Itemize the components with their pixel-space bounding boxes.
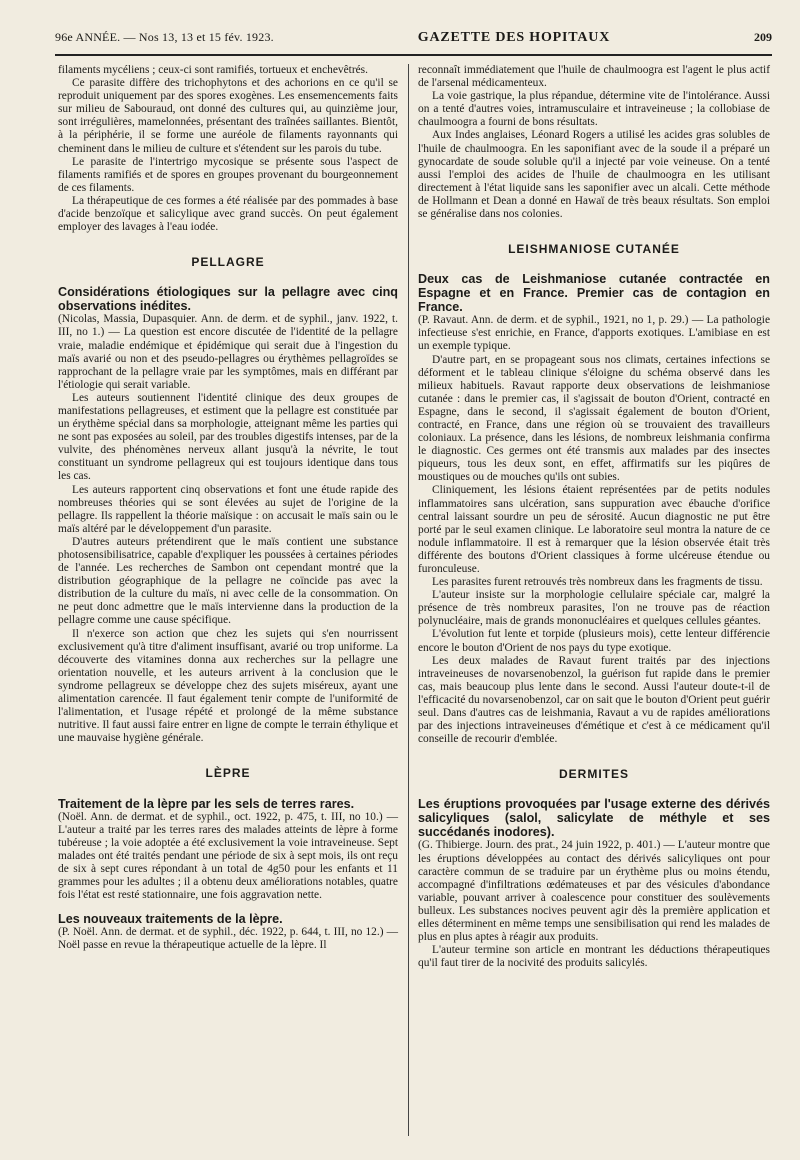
paragraph: Il n'exerce son action que chez les sujets qui s'en nourrissent exclusivement qu'à titre d'aliment insuffisant, avarié ou trop uniforme. La découverte des vitamines donna aux recherches sur la pellagre une orientation nouvelle, et les auteurs arrivent à la conclusion que le syndrome pellagreux se développe chez des sujets miséreux, ayant une alimentation carencée. Il faut également tenir compte de l'uniformité de l'alimentation, et l'usage répété et prolongé de la même substance nutritive. Il faut aussi faire entrer en ligne de compte le terrain éthylique et une mauvaise hygiène générale. — [58, 627, 398, 745]
paragraph: Ce parasite diffère des trichophytons et des achorions en ce qu'il se reproduit uniquement par des spores exogènes. Les ensemencements faits sur milieu de Sabouraud, ont donné des cultures qui, au quinzième jour, sont irrégulières, mamelonnées, présentant des traînées saillantes. Bientôt, à la périphérie, il se forme une auréole de filaments rayonnants qui cheminent dans le milieu de culture et s'étendent sur les parois du tube. — [58, 77, 398, 155]
paragraph: La voie gastrique, la plus répandue, détermine vite de l'intolérance. Aussi on a tenté d'autres voies, intramusculaire et intraveineuse ; la collobiase de chaulmoogra a fourni de bons résultats. — [418, 90, 770, 129]
article-title: Considérations étiologiques sur la pellagre avec cinq observations inédites. — [58, 285, 398, 314]
section-heading-dermites: DERMITES — [558, 767, 629, 782]
issue-info: 96e ANNÉE. — Nos 13, 13 et 15 fév. 1923. — [55, 30, 274, 44]
paragraph: Aux Indes anglaises, Léonard Rogers a utilisé les acides gras solubles de l'huile de chaulmoogra. En les saponifiant avec de la soude il a préparé un gynocardate de soude soluble qu'il a injecté par voie veineuse. On a tenté aussi l'emploi des acides de l'huile de chaulmoogra en les utilisant directement à l'état liquide sans les saponifier avec un alcali. Cette méthode de Hollmann et Dean a donné en Hawaï de très beaux résultats. Son emploi se généralise dans nos colonies. — [418, 129, 770, 221]
article-reference: (Nicolas, Massia, Dupasquier. Ann. de derm. et de syphil., janv. 1922, t. III, no 1.) — La question est encore discutée de l'identité de la pellagre vraie, maladie endémique et épidémique qui serait due à l'ingestion du maïs avarié ou non et des pseudo-pellagres ou érythèmes pellagroïdes se rapprochant de la pellagre vraie par les symptômes, mais en différant par l'étiologie qui serait variable. — [58, 313, 398, 391]
paragraph: Le parasite de l'intertrigo mycosique se présente sous l'aspect de filaments ramifiés et de spores en groupes provenant du bourgeonnement de ces filaments. — [58, 155, 398, 194]
page-header — [55, 30, 772, 50]
article-title: Les nouveaux traitements de la lèpre. — [58, 912, 283, 927]
paragraph: L'évolution fut lente et torpide (plusieurs mois), cette lenteur différencie encore le bouton d'Orient de nos pays du type exotique. — [418, 628, 770, 654]
journal-title: GAZETTE DES HOPITAUX — [417, 30, 611, 45]
article-title: Deux cas de Leishmaniose cutanée contractée en Espagne et en France. Premier cas de contagion en France. — [418, 272, 770, 315]
paragraph: La thérapeutique de ces formes a été réalisée par des pommades à base d'acide benzoïque et salicylique avec grand succès. On peut également employer des lavages à l'eau iodée. — [58, 194, 398, 234]
paragraph: Les auteurs rapportent cinq observations et font une étude rapide des nombreuses théories qui se sont élevées au sujet de l'origine de la pellagre. Ils rappellent la théorie maïsique : on accusait le maïs sain ou le maïs altéré par le développement d'un parasite. — [58, 483, 398, 535]
paragraph: reconnaît immédiatement que l'huile de chaulmoogra est l'agent le plus actif de l'arsenal médicamenteux. — [418, 64, 770, 90]
article-reference: (P. Noël. Ann. de dermat. et de syphil., déc. 1922, p. 644, t. III, no 12.) — Noël passe en revue la thérapeutique actuelle de la lèpre. Il — [58, 926, 398, 952]
paragraph: L'auteur insiste sur la morphologie cellulaire spéciale car, malgré la présence de très nombreux parasites, l'on ne trouve pas de réaction polynucléaire, mais de grands mononucléaires et quelques cellules géantes. — [418, 589, 770, 628]
paragraph: Les deux malades de Ravaut furent traités par des injections intraveineuses de novarsenobenzol, la guérison fut rapide dans le premier cas, mais beaucoup plus lente dans le second. Aussi l'auteur doute-t-il de l'efficacité du novarsenobenzol, car on sait que le bouton d'Orient peut guérir seul. Dans d'autres cas de leishmania, Ravaut a vu de rapides améliorations par des injections intraveineuses d'émétique et c'est à ce médicament qu'il conseille de recourir d'emblée. — [418, 654, 770, 746]
paragraph: L'auteur termine son article en montrant les déductions thérapeutiques qu'il faut tirer de la nocivité des produits salicylés. — [418, 944, 770, 970]
page-number: 209 — [754, 30, 772, 44]
paragraph: filaments mycéliens ; ceux-ci sont ramifiés, tortueux et enchevêtrés. — [58, 64, 368, 76]
article-reference: (G. Thibierge. Journ. des prat., 24 juin 1922, p. 401.) — L'auteur montre que les éruptions développées au contact des dérivés salicyliques ont pour caractère commun de se traduire par un érythème plus ou moins étendu, accompagné d'infiltrations œdémateuses et par des vésicules d'abondance variable, pouvant arriver à coalescence pour constituer des soulèvements bulleux. Les substances nocives peuvent agir dès la première application et elles déterminent en même temps une sensibilisation qui rend les malades de plus en plus aptes à réagir aux produits. — [418, 839, 770, 944]
paragraph: D'autres auteurs prétendirent que le maïs contient une substance photosensibilisatrice, capable d'expliquer les poussées à certaines périodes de l'année. Les recherches de Sambon ont cependant montré que la distribution géographique de la pellagre ne coïncide pas avec la distribution de la culture du maïs, ni avec celle de la consommation. On ne peut donc admettre que le maïs intervienne dans la production de la pellagre comme une cause spécifique. — [58, 535, 398, 627]
section-heading-pellagre: PELLAGRE — [191, 255, 265, 270]
section-heading-lepre: LÈPRE — [205, 766, 251, 781]
paragraph: Les auteurs soutiennent l'identité clinique des deux groupes de manifestations pellagreuses, et estiment que la pellagre est constituée par un érythème spécial dans sa morphologie, atteignant même les parties qui ne sont pas exposées au soleil, par des troubles digestifs intenses, par de la vulvite, des phénomènes nerveux allant jusqu'à la névrite, le tout constituant un syndrome pellagreux qui est toujours identique dans tous les cas. — [58, 391, 398, 483]
section-heading-leishmaniose: LEISHMANIOSE CUTANÉE — [508, 242, 680, 257]
column-divider — [408, 64, 409, 1136]
paragraph: Cliniquement, les lésions étaient représentées par de petits nodules inflammatoires sans ulcération, sans suppuration avec ébauche d'orifice central laissant sourdre un peu de sérosité. Aucun diagnostic ne put être porté par le seul examen clinique. Le laboratoire seul montra la nature de ce nodule inflammatoire. Il est à remarquer que la lésion observée était très différente des boutons d'Orient classiques à forme ulcéreuse étendue ou furonculeuse. — [418, 484, 770, 575]
left-column — [58, 64, 398, 952]
article-reference: (Noël. Ann. de dermat. et de syphil., oct. 1922, p. 475, t. III, no 10.) — L'auteur a traité par les terres rares des malades atteints de lèpre à forme tubéreuse ; la voie adoptée a été exclusivement la voie intraveineuse. Sept malades ont été traités pendant une période de six à sept mois, ils ont reçu de six à sept cures répondant à un total de 4g50 pour les enfants et 11 grammes pour les adultes ; il a obtenu deux améliorations notables, quatre fois l'état est resté stationnaire, une fois aggravation nette. — [58, 810, 398, 902]
article-title: Les éruptions provoquées par l'usage externe des dérivés salicyliques (salol, salicylate de méthyle et ses succédanés inodores). — [418, 797, 770, 840]
right-column — [418, 64, 770, 970]
spacer — [58, 902, 398, 912]
header-rule — [55, 54, 772, 56]
article-title: Traitement de la lèpre par les sels de terres rares. — [58, 796, 355, 811]
paragraph: D'autre part, en se propageant sous nos climats, certaines infections se déforment et le tableau clinique s'éloigne du schéma observé dans les milieux habituels. Ravaut rapporte deux observations de leishmaniose cutanée : dans le premier cas, il s'agissait de bouton d'Orient, contracté en Espagne, dans le second, il s'agissait également de bouton d'Orient, contracté, en France, dans une région où se trouvaient des travailleurs coloniaux. La présence, dans les lésions, de nombreux leishmania confirma le diagnostic. Ces germes ont été transmis aux malades par des insectes piqueurs, tous les deux sont, en effet, affirmatifs sur les piqûres de moustiques ou de mouches qu'ils ont subies. — [418, 353, 770, 484]
article-reference: (P. Ravaut. Ann. de derm. et de syphil., 1921, no 1, p. 29.) — La pathologie infectieuse s'est enrichie, en France, d'apports exotiques. L'amibiase en est un exemple typique. — [418, 314, 770, 353]
paragraph: Les parasites furent retrouvés très nombreux dans les fragments de tissu. — [432, 576, 763, 589]
